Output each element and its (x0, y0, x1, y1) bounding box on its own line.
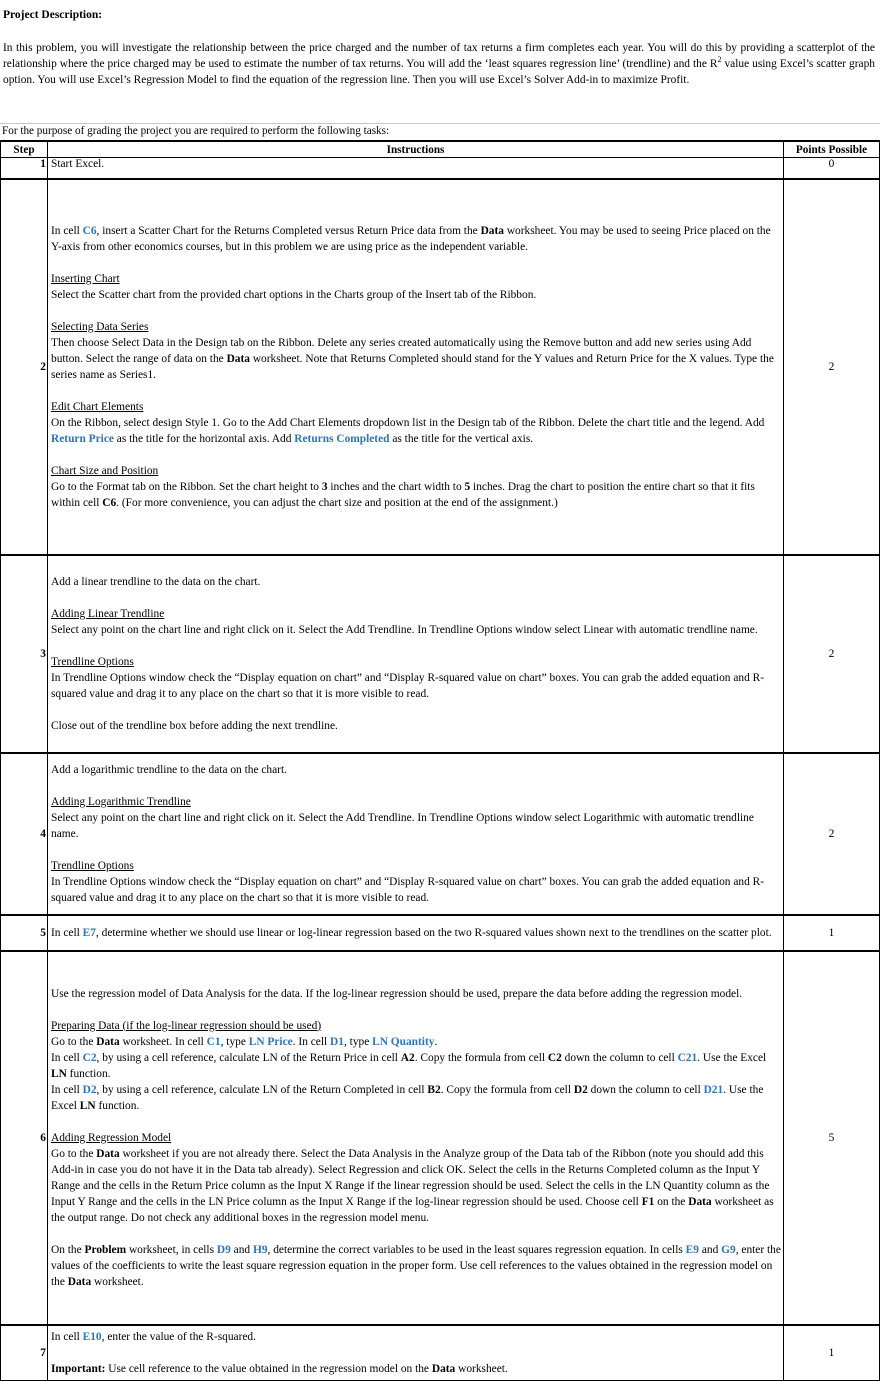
tasks-table (0, 140, 880, 1381)
step-number: 3 (1, 555, 48, 753)
header-points: Points Possible (784, 141, 880, 158)
table-header-row (1, 141, 880, 158)
step-points: 2 (784, 753, 880, 915)
table-row (1, 951, 880, 1325)
table-row (1, 753, 880, 915)
step-instructions: In cell E7, determine whether we should use linear or log-linear regression based on the two R-squared values shown next to the trendlines on the scatter plot. (48, 915, 784, 951)
intro-paragraph: In this problem, you will investigate the relationship between the price charged and the number of tax returns a firm completes each year. You will do this by providing a scatterplot of the relationship where the price charged may be used to estimate the number of tax returns. You will add the ‘least squares regression line’ (trendline) and the $R^2$ value using Excel’s scatter graph option. You will use Excel’s Regression Model to find the equation of the regression line. Then you will use Excel’s Solver Add-in to maximize Profit. (3, 42, 875, 86)
step-points: 0 (784, 158, 880, 179)
step-points: 2 (784, 179, 880, 555)
step-number: 4 (1, 753, 48, 915)
step-points: 1 (784, 1325, 880, 1381)
header-instructions: Instructions (48, 141, 784, 158)
step-points: 2 (784, 555, 880, 753)
header-step: Step (1, 141, 48, 158)
step-number: 5 (1, 915, 48, 951)
step-points: 1 (784, 915, 880, 951)
project-description-heading: Project Description: (3, 9, 103, 21)
step-instructions: In cell E10, enter the value of the R-squared. Important: Use cell reference to the value obtained in the regression model on the Data worksheet. (48, 1325, 784, 1381)
step-number: 6 (1, 951, 48, 1325)
table-row (1, 915, 880, 951)
table-row (1, 179, 880, 555)
table-row (1, 158, 880, 179)
table-row (1, 555, 880, 753)
step-instructions: Add a linear trendline to the data on the chart. Adding Linear Trendline Select any point on the chart line and right click on it. Select the Add Trendline. In Trendline Options window select Linear with automatic trendline name. Trendline Options In Trendline Options window check the “Display equation on chart” and “Display R-squared value on chart” boxes. You can grab the added equation and R-squared value and drag it to any place on the chart so that it is more visible to read. Close out of the trendline box before adding the next trendline. (48, 555, 784, 753)
divider (0, 123, 880, 124)
step-instructions: Add a logarithmic trendline to the data on the chart. Adding Logarithmic Trendline Select any point on the chart line and right click on it. Select the Add Trendline. In Trendline Options window select Logarithmic with automatic trendline name. Trendline Options In Trendline Options window check the “Display equation on chart” and “Display R-squared value on chart” boxes. You can grab the added equation and R-squared value and drag it to any place on the chart so that it is more visible to read. (48, 753, 784, 915)
step-number: 1 (1, 158, 48, 179)
table-row (1, 1325, 880, 1381)
step-instructions: Start Excel. (48, 158, 784, 179)
step-number: 7 (1, 1325, 48, 1381)
step-instructions: Use the regression model of Data Analysis for the data. If the log-linear regression should be used, prepare the data before adding the regression model. Preparing Data (if the log-linear regression should be used) Go to the Data worksheet. In cell C1, type LN Price. In cell D1, type LN Quantity. In cell C2, by using a cell reference, calculate LN of the Return Price in cell A2. Copy the formula from cell C2 down the column to cell C21. Use the Excel LN function. In cell D2, by using a cell reference, calculate LN of the Return Completed in cell B2. Copy the formula from cell D2 down the column to cell D21. Use the Excel LN function. Adding Regression Model Go to the Data worksheet if you are not already there. Select the Data Analysis in the Analyze group of the Data tab of the Ribbon (note you should add this Add-in in case you do not have it in the Data tab already). Select Regression and click OK. Select the cells in the Returns Completed column as the Input Y Range and the cells in the Return Price column as the Input X Range if the linear regression should be used. Select the cells in the LN Quantity column as the Input Y Range and the cells in the LN Price column as the Input X Range if the log-linear regression should be used. Choose cell F1 on the Data worksheet as the output range. Do not check any additional boxes in the regression model menu. On the Problem worksheet, in cells D9 and H9, determine the correct variables to be used in the least squares regression equation. In cells E9 and G9, enter the values of the coefficients to write the least square regression equation in the proper form. Use cell references to the values obtained in the regression model on the Data worksheet. (48, 951, 784, 1325)
step-instructions: In cell C6, insert a Scatter Chart for the Returns Completed versus Return Price data from the Data worksheet. You may be used to seeing Price placed on the Y-axis from other economics courses, but in this problem we are using price as the independent variable. Inserting Chart Select the Scatter chart from the provided chart options in the Charts group of the Insert tab of the Ribbon. Selecting Data Series Then choose Select Data in the Design tab on the Ribbon. Delete any series created automatically using the Remove button and add new series using Add button. Select the range of data on the Data worksheet. Note that Returns Completed should stand for the Y values and Return Price for the X values. Type the series name as Series1. Edit Chart Elements On the Ribbon, select design Style 1. Go to the Add Chart Elements dropdown list in the Design tab of the Ribbon. Delete the chart title and the legend. Add Return Price as the title for the horizontal axis. Add Returns Completed as the title for the vertical axis. Chart Size and Position Go to the Format tab on the Ribbon. Set the chart height to 3 inches and the chart width to 5 inches. Drag the chart to position the entire chart so that it fits within cell C6. (For more convenience, you can adjust the chart size and position at the end of the assignment.) (48, 179, 784, 555)
grading-purpose: For the purpose of grading the project you are required to perform the following tasks: (2, 125, 390, 137)
step-points: 5 (784, 951, 880, 1325)
step-number: 2 (1, 179, 48, 555)
